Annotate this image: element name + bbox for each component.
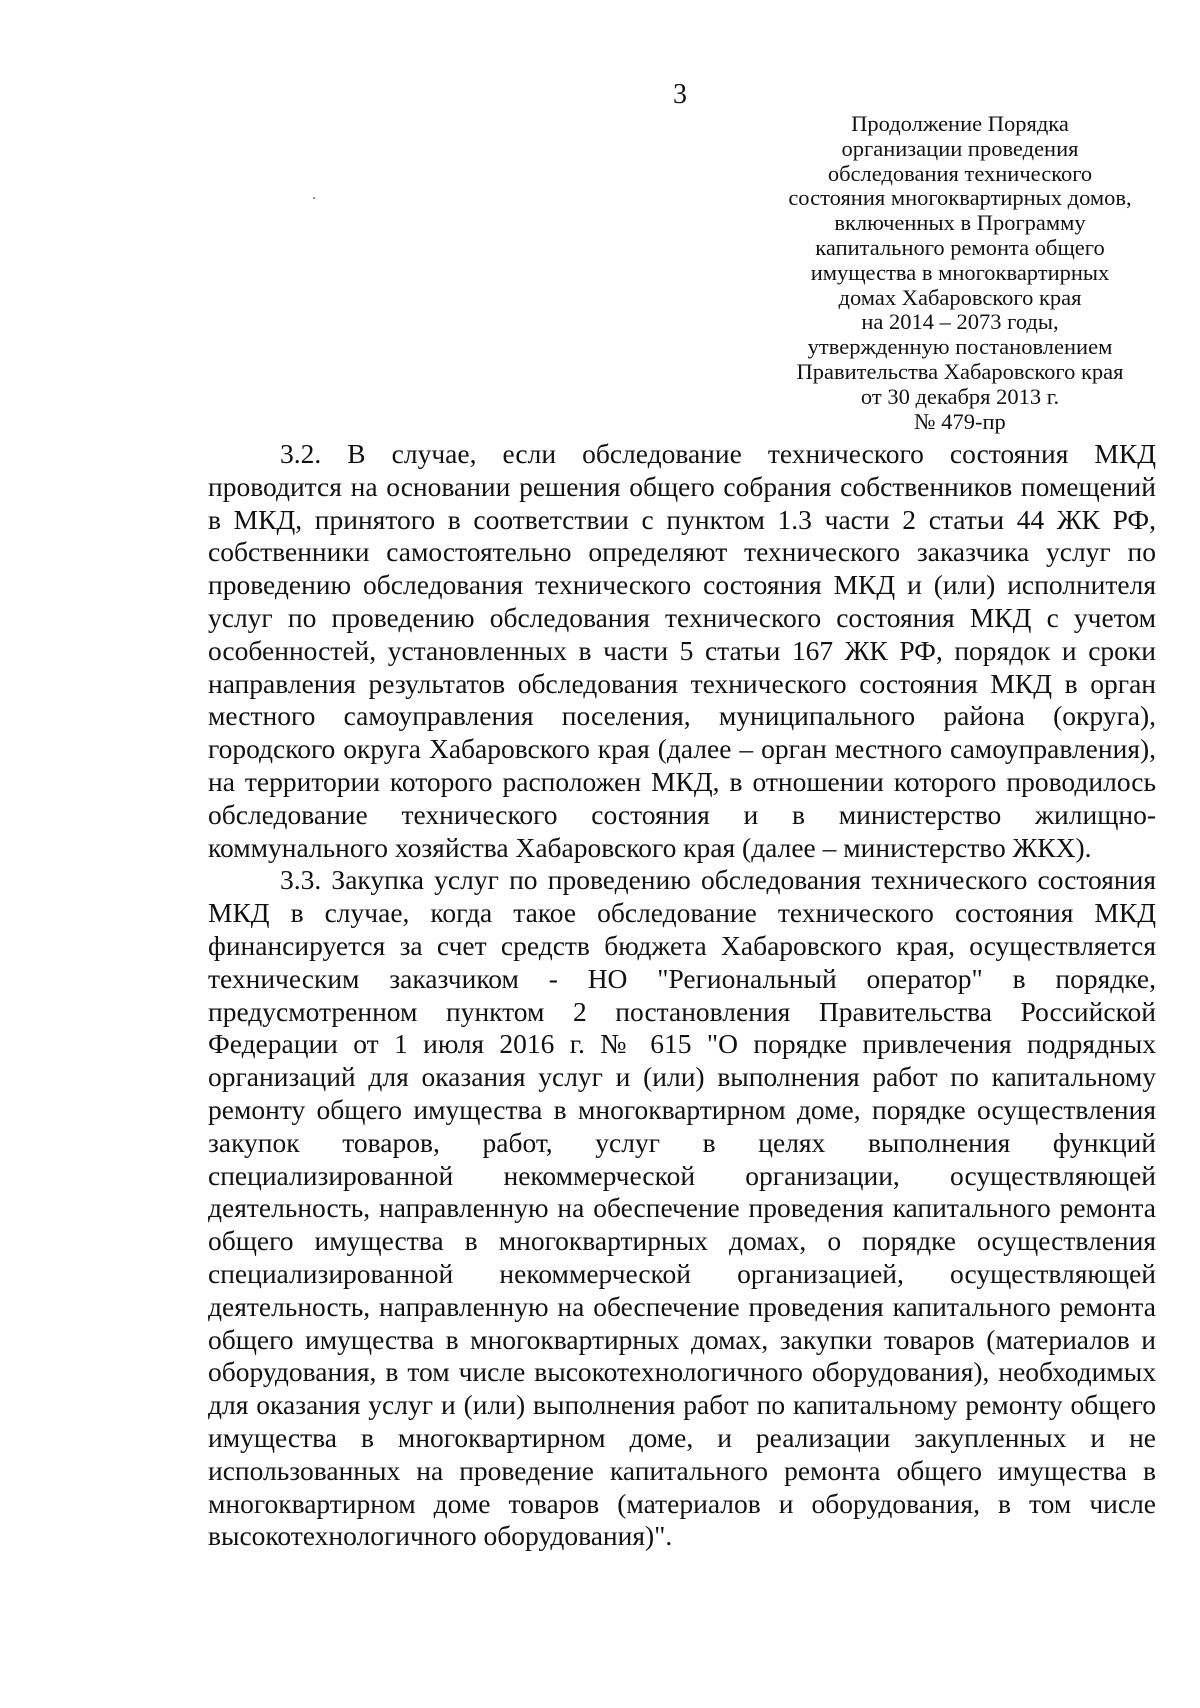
header-line: от 30 декабря 2013 г. [860, 383, 1060, 409]
paragraph-3-3: 3.3. Закупка услуг по проведению обследования технического состояния МКД в случае, когда такое обследование технического состояния МКД финансируется за счет средств бюджета Хабаровского края, осуществляется техническим заказчиком - НО "Региональный оператор" в порядке, предусмотренном пунктом 2 постановления Правительства Российской Федерации от 1 июля 2016 г. № 615 "О порядке привлечения подрядных организаций для оказания услуг и (или) выполнения работ по капитальному ремонту общего имущества в многоквартирном доме, порядке осуществления закупок товаров, работ, услуг в целях выполнения функций специализированной некоммерческой организации, осуществляющей деятельность, направленную на обеспечение проведения капитального ремонта общего имущества в многоквартирных домах, о порядке осуществления специализированной некоммерческой организацией, осуществляющей деятельность, направленную на обеспечение проведения капитального ремонта общего имущества в многоквартирных домах, закупки товаров (материалов и оборудования, в том числе высокотехнологичного оборудования), необходимых для оказания услуг и (или) выполнения работ по капитальному ремонту общего имущества в многоквартирном доме, и реализации закупленных и не использованных на проведение капитального ремонта общего имущества в многоквартирном доме товаров (материалов и оборудования, в том числе высокотехнологичного оборудования)". [208, 864, 1156, 1552]
header-line: Продолжение Порядка [851, 111, 1069, 136]
document-header-reference [760, 112, 1160, 434]
header-line: организации проведения [841, 135, 1079, 161]
document-body [208, 438, 1156, 1553]
scan-speck [313, 197, 315, 199]
header-line: домах Хабаровского края [838, 284, 1082, 310]
header-line: утвержденную постановлением [807, 334, 1113, 360]
header-line: обследования технического [827, 160, 1093, 186]
paragraph-3-2: 3.2. В случае, если обследование технического состояния МКД проводится на основании решения общего собрания собственников помещений в МКД, принятого в соответствии с пунктом 1.3 части 2 статьи 44 ЖК РФ, собственники самостоятельно определяют технического заказчика услуг по проведению обследования технического состояния МКД и (или) исполнителя услуг по проведению обследования технического состояния МКД с учетом особенностей, установленных в части 5 статьи 167 ЖК РФ, порядок и сроки направления результатов обследования технического состояния МКД в орган местного самоуправления поселения, муниципального района (округа), городского округа Хабаровского края (далее – орган местного самоуправления), на территории которого расположен МКД, в отношении которого проводилось обследование технического состояния и в министерство жилищно-коммунального хозяйства Хабаровского края (далее – министерство ЖКХ). [208, 438, 1156, 863]
page-number: 3 [673, 79, 687, 110]
header-line: включенных в Программу [834, 210, 1086, 236]
header-line: имущества в многоквартирных [810, 259, 1110, 285]
header-line: на 2014 – 2073 годы, [861, 309, 1059, 335]
header-line: № 479-пр [914, 408, 1006, 434]
header-line: состояния многоквартирных домов, [788, 185, 1132, 211]
header-line: Правительства Хабаровского края [796, 358, 1124, 384]
header-line: капитального ремонта общего [815, 234, 1105, 260]
